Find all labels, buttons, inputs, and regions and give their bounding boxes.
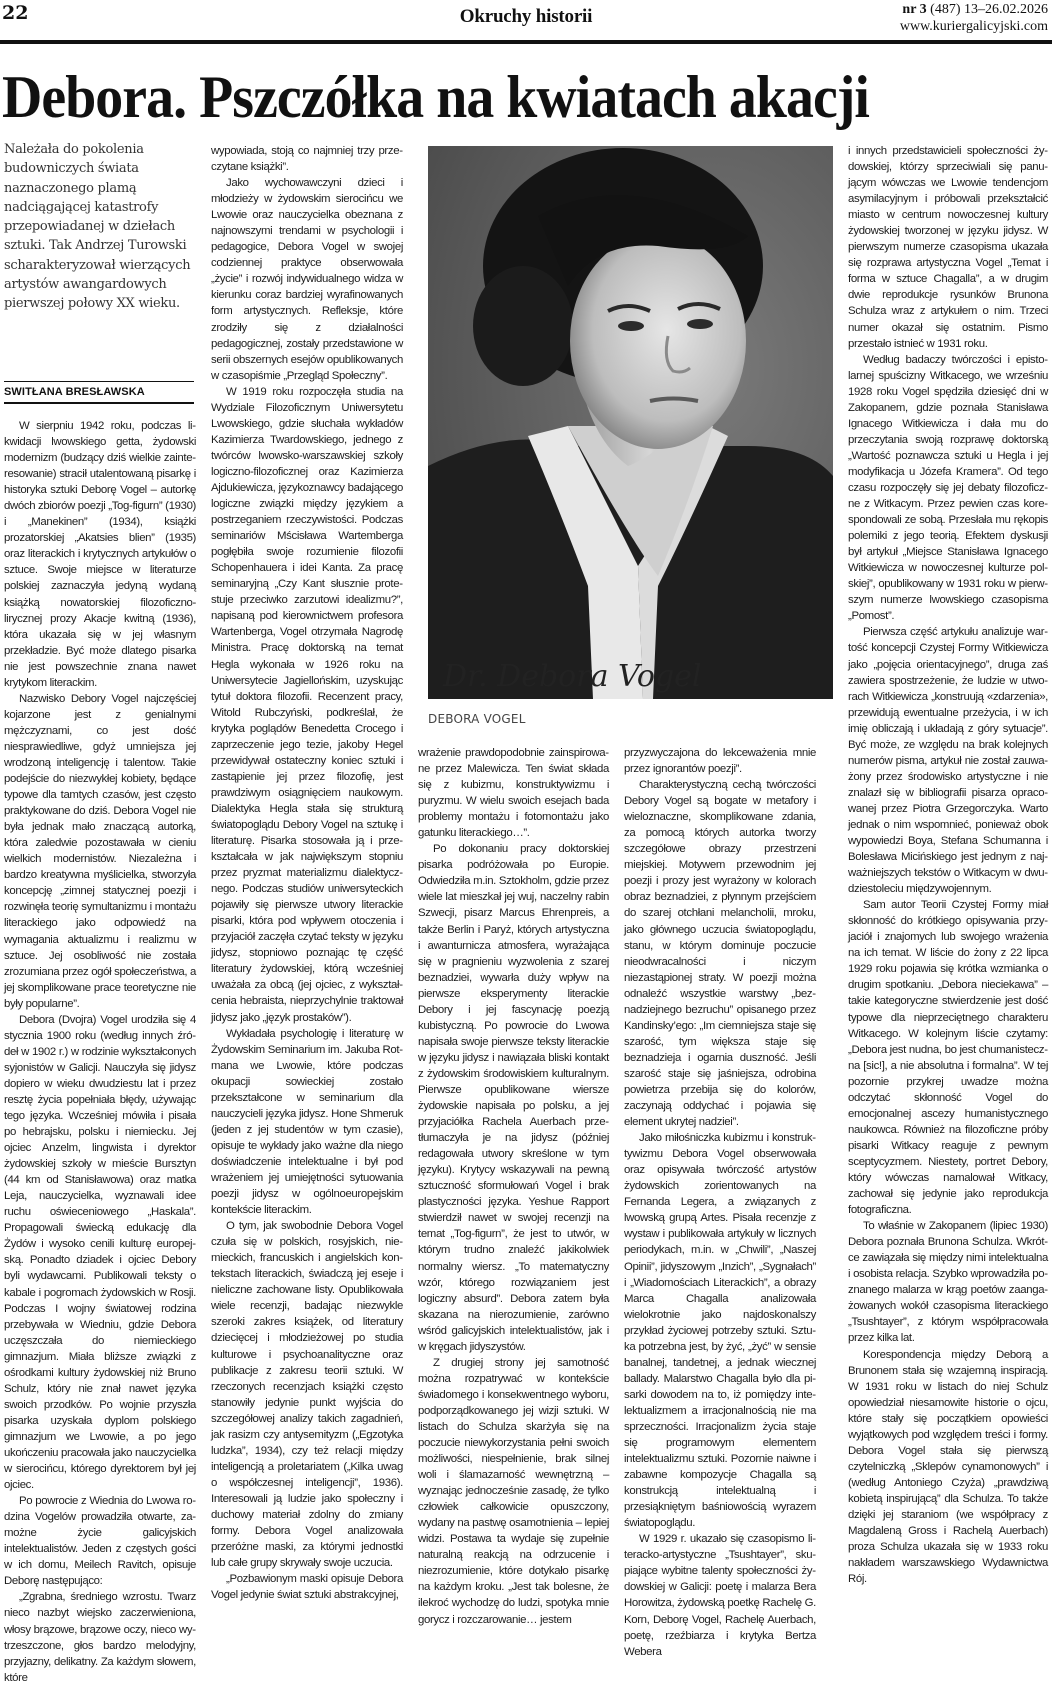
article-paragraph: Sam autor Teorii Czystej Formy miał skłonność do krótkiego opisywania przyjaciół i znajomych lub swojego wrażenia na ich temat. W liście do żony z 22 lipca 1929 roku pojawia się krótka wzmianka o drugim spotkaniu. „Debora nieciekawa” – takie kategoryczne stwierdzenie jest dość typowe dla nieprzeciętnego charakteru Witkacego. W kolejnym liście czytamy: „Debora jest nudna, bo jest chumanisteczna [sic!], a nie absolutna i formalna”. W tej pozornie przykrej uwadze można odczytać skłonność Vogel do emocjonalnej ascezy humanistycznego naukowca. Również na filozoficzne próby pisarki Witkacy reaguje z pewnym sceptycyzmem. Niestety, portret Debory, który wówczas namalował Witkacy, zachował się jedynie jako reprodukcja fotograficzna. [848,899,1048,1217]
article-paragraph: To właśnie w Zakopanem (lipiec 1930) Debora poznała Brunona Schulza. Wkrótce zawiązała się między nimi intelektualna i osobista relacja. Szybko wprowadziła poznanego malarza w krąg poetów zaangażowanych wokół czasopisma literackiego „Tsushtayer”, z którym współpracowała przez kilka lat. [848,1220,1048,1345]
article-paragraph: Jako wychowawczyni dzieci i młodzieży w żydowskim sierocińcu we Lwowie oraz nauczycielka obeznana z najnowszymi trendami w psychologii i pedagogice, Debora Vogel w swojej codziennej praktyce obserwowała „życie” i rozwój indywidualnego widza w kierunku coraz bardziej wyrafinowanych form artystycznych. Refleksje, które zrodziły się z działalności pedagogicznej, zostały przedstawione w serii obszernych esejów opublikowanych w czasopiśmie „Przegląd Społeczny”. [211,177,403,382]
article-paragraph: Po dokonaniu pracy doktorskiej pisarka podróżowała po Europie. Odwiedziła m.in. Sztokholm, gdzie przez wiele lat mieszkał jej wuj, naczelny rabin Szwecji, pisarz Marcus Ehrenpreis, a także Berlin i Paryż, których artystyczna i awanturnicza atmosfera, wyrażająca się w pragnieniu wyzwolenia z szarej beznadziei, wywarła duży wpływ na pierwsze eksperymenty literackie Debory i jej fascynację poezją kubistyczną. Po powrocie do Lwowa napisała swoje pierwsze teksty literackie w języku jidysz i nawiązała bliski kontakt z żydowskim środowiskiem kulturalnym. Pierwsze opublikowane wiersze żydowskie napisała po polsku, a jej przyjaciółka Rachela Auerbach przetłumaczyła je na jidysz (później redagowała utwory skreślone w tym języku). Krytycy wskazywali na pewną sztuczność sformułowań Vogel i brak plastyczności języka. Yeshue Rapport stwierdził nawet w swojej recenzji na temat „Tog-figurn”, że jest to utwór, w którym trudno znaleźć jakikolwiek normalny wiersz. „To matematyczny wzór, którego rozwiązaniem jest logiczny absurd”. Debora zatem była skazana na nierozumienie, zarówno wśród galicyjskich intelektualistów, jak i w kręgach jidyszystów. [418,843,609,1353]
article-paragraph: O tym, jak swobodnie Debora Vogel czuła się w polskich, rosyjskich, niemieckich, francuskich i angielskich kontekstach literackich, świadczą jej eseje i nieliczne zachowane listy. Opublikowała wiele recenzji, badając niezwykle szeroki zakres książek, od literatury dziecięcej i młodzieżowej po studia kulturowe i psychoanalityczne oraz publikacje z zakresu teorii sztuki. W rzeczonych recenzjach książki często stanowiły jedynie punkt wyjścia do szczegółowej analizy takich zagadnień, jak rasizm czy antysemityzm („Egzotyka ludzka”, 1934), czy też relacji między inteligencją a proletariatem („Kilka uwag o współczesnej inteligencji”, 1936). Interesowali ją ludzie jako społeczny i duchowy materiał zdolny do zmiany formy. Debora Vogel analizowała przeróżne maski, za którymi jednostki lub całe grupy skrywały swoje uczucia. [211,1220,403,1570]
article-paragraph: W 1929 r. ukazało się czasopismo literacko-artystyczne „Tsushtayer”, skupiające wybitne talenty społeczności żydowskiej w Galicji: poetę i malarza Bera Horowitza, żydowską poetkę Rachelę G. Korn, Deborę Vogel, Rachelę Auerbach, poetę, rzeźbiarza i krytyka Bertza Webera [624,1533,816,1658]
article-paragraph: Pierwsza część artykułu analizuje wartość koncepcji Czystej Formy Witkiewicza jako „pojęcia orientacyjnego”, druga zaś zawiera spostrzeżenie, że ludzie w utworach Witkiewicza „konstruują «zdarzenia», przewidują ewentualne przeżycia, i w ich imię obliczają i układają z góry sytuacje”. Być może, ze względu na brak kolejnych numerów pisma, artykuł nie został zauważony przez środowisko artystyczne i nie znalazł się w bibliografii pisarza opracowanej przez Piotra Grzegorczyka. Warto jednak o nim wspomnieć, ponieważ obok wypowiedzi Boya, Stefana Schumanna i Bolesława Micińskiego jest jednym z najważniejszych tekstów o Witkacym w dwudziestoleciu międzywojennym. [848,626,1048,896]
article-paragraph: Wykładała psychologię i literaturę w Żydowskim Seminarium im. Jakuba Rotmana we Lwowie, które podczas okupacji sowieckiej zostało przekształcone w seminarium dla nauczycieli języka jidysz. Hone Shmeruk (jeden z jej studentów w tym czasie), opisuje te wykłady jako ważne dla niego doświadczenie intelektualne i był pod wrażeniem jej umiejętności sytuowania poezji jidysz w ogólnoeuropejskim kontekście literackim. [211,1027,403,1217]
article-column-4 [624,745,816,1660]
article-paragraph: i innych przedstawicieli społeczności żydowskiej, którzy sprzeciwiali się panującym wówczas we Lwowie tendencjom asymilacyjnym i próbowali przekształcić miasto w centrum nowoczesnej kultury żydowskiej tworzonej w języku jidysz. W pierwszym numerze czasopisma ukazała się rozprawa artystyczna Vogel „Temat i forma w sztuce Chagalla”, a w drugim dwie reprodukcje rysunków Brunona Schulza wraz z artykułem o nim. Trzeci numer okazał się ostatnim. Pismo przestało istnieć w 1931 roku. [848,145,1048,350]
page-header [0,0,1052,44]
eye-right [687,319,713,329]
article-paragraph: przyzwyczajona do lekceważenia mnie przez ignorantów poezji”. [624,747,816,776]
author-byline: SWITŁANA BRESŁAWSKA [4,386,145,398]
website-link[interactable]: www.kuriergalicyjski.com [899,19,1048,34]
article-paragraph: W sierpniu 1942 roku, podczas likwidacji lwowskiego getta, żydowski modernizm (budzący dziś wielkie zainteresowanie) stracił utalentowaną pisarkę i historyka sztuki Deborę Vogel – autorkę dwóch zbiorów poezji „Tog-figurn” (1930) i „Manekinen” (1934), książki prozatorskiej „Akatsies blien” (1935) oraz literackich i krytycznych artykułów o sztuce. Swoje miejsce w literaturze polskiej zaznaczyła jedyną wydaną książką nowatorskiej filozoficzno-lirycznej prozy Akacje kwitną (1936), która ukazała się w jej własnym przekładzie. Być może dlatego pisarka nie jest powszechnie znana nawet krytykom literackim. [4,420,196,689]
issue-info [900,1,1048,35]
issue-number-bold: nr 3 [902,2,927,17]
article-column-2 [211,143,403,1603]
byline-divider [4,381,194,382]
article-column-1 [4,418,196,1686]
page-number: 22 [2,2,29,24]
portrait-photo [428,146,833,699]
article-paragraph: wypowiada, stoją co najmniej trzy przeczytane książki”. [211,145,403,174]
photo-signature: Dr. Debora Vogel [443,659,702,694]
section-title: Okruchy historii [459,6,593,27]
article-paragraph: Debora (Dvojra) Vogel urodziła się 4 stycznia 1900 roku (według innych źródeł w 1902 r.) w rodzinie wykształconych syjonistów w Galicji. Nauczyła się jidysz dopiero w wieku dwudziestu lat i przez resztę życia popełniała błędy, używając tego języka. Wcześniej mówiła i pisała po hebrajsku, polsku i niemiecku. Jej ojciec Anzelm, lingwista i dyrektor żydowskiej szkoły w mieście Bursztyn (44 km od Stanisławowa) oraz matka Leja, nauczycielka, wyznawali idee ruchu oświeceniowego „Haskala”. Propagowali świecką edukację dla Żydów i wysoko cenili kulturę europejską. Ponadto dziadek i ojciec Debory byli wydawcami. Publikowali teksty o kabale i pogromach żydowskich w Rosji. Podczas I wojny światowej rodzina przebywała w Wiedniu, gdzie Debora uczęszczała do niemieckiego gimnazjum. Miała bliższe związki z ośrodkami kultury żydowskiej niż Bruno Schulz, który nie znał nawet języka swoich przodków. Po wojnie przyszła pisarka uzyskała dyplom polskiego gimnazjum we Lwowie, a po jego ukończeniu pracowała jako nauczycielka w sierocińcu, którego dyrektorem był jej ojciec. [4,1013,196,1492]
article-paragraph: „Pozbawionym maski opisuje Debora Vogel jedynie świat sztuki abstrakcyjnej, [211,1573,403,1602]
portrait-image [428,146,833,699]
article-headline: Debora. Pszczółka na kwiatach akacji [2,64,870,130]
header-rule [0,40,1052,44]
article-lead: Należała do pokolenia budowniczych świata naznaczonego plamą nadciągającej katastrofy przepowiadanej w dziełach sztuki. Tak Andrzej Turowski scharakteryzował wierzących artystów awangardowych pierwszej połowy XX wieku. [4,142,191,312]
article-paragraph: Po powrocie z Wiednia do Lwowa rodzina Vogelów prowadziła otwarte, zamożne życie galicyjskich intelektualistów. Jeden z częstych gości w ich domu, Meilech Ravitch, opisuje Deborę następująco: [4,1495,196,1588]
eye-left [618,321,644,331]
article-paragraph: Z drugiej strony jej samotność można rozpatrywać w kontekście świadomego i konsekwentnego wyboru, podporządkowanego jej wizji sztuki. W listach do Schulza skarżyła się na poczucie niewykorzystania pełni swoich możliwości, niespełnienie, brak silnej woli i ślamazarność wewnętrzną – wyznając jednocześnie zasadę, że tylko człowiek całkowicie opuszczony, wydany na pastwę osamotnienia – lepiej widzi. Postawa ta wydaje się zupełnie naturalną reakcją na odrzucenie i niezrozumienie, które dotykało pisarkę na każdym kroku. „Jest tak bolesne, że ilekroć wychodzę do ludzi, spotyka mnie gorycz i rozczarowanie… jestem [418,1356,609,1626]
face [570,233,746,449]
byline-divider-bottom [4,402,194,404]
article-paragraph: Jako miłośniczka kubizmu i konstruktywizmu Debora Vogel obserwowała oraz opisywała twórczość artystów żydowskich zorientowanych na Fernanda Legera, a związanych z lwowską grupą Artes. Pisała recenzje z wystaw i publikowała artykuły w licznych periodykach, m.in. w „Chwili”, „Naszej Opinii”, jidyszowym „Inzich”, „Sygnałach” i „Wiadomościach Literackich”, a obrazy Marca Chagalla analizowała wielokrotnie jako najdoskonalszy przykład życiowej potrzeby sztuki. Sztuka potrzebna jest, by żyć, „żyć” w sensie banalnej, tandetnej, a jednak wiecznej ballady. Malarstwo Chagalla było dla pisarki dowodem na to, iż pomiędzy intelektualizmem a irracjonalnością nie ma sprzeczności. Irracjonalizm życia staje się programowym elementem intelektualizmu sztuki. Pozornie naiwne i zabawne kompozycje Chagalla są konstrukcją intelektualną i przesiąkniętym baśniowością wyrazem światopoglądu. [624,1132,816,1530]
article-paragraph: Nazwisko Debory Vogel najczęściej kojarzone jest z genialnymi mężczyznami, co jest dość niesprawiedliwe, gdyż umniejsza jej wrodzoną inteligencję i talentow. Takie podejście do niezwykłej kobiety, będące typowe dla tamtych czasów, jest często praktykowane do dziś. Debora Vogel nie była jednak mało znaczącą autorką, która zaledwie pozostawała w cieniu wielkich modernistów. Niezależna i bardzo kreatywna myślicielka, stworzyła koncepcję „zimnej statycznej poezji i rozwinęła teorię symultanizmu i montażu literackiego jako odpowiedź na wymagania aktualizmu i realizmu w sztuce. Jej osobliwość nie została zrozumiana przez ogół społeczeństwa, a jej skomplikowane prace teoretyczne nie były popularne”. [4,692,196,1010]
article-paragraph: Według badaczy twórczości i epistolarnej spuścizny Witkacego, we wrześniu 1928 roku Vogel spędziła dziesięć dni w Zakopanem, gdzie poznała Stanisława Ignacego Witkiewicza i dała mu do przeczytania swoją rozprawę doktorską „Wartość poznawcza sztuki u Hegla i jej modyfikacja u Józefa Kramera”. Od tego czasu rozpoczęły się jej debaty filozoficzne z Witkacym. Przez pewien czas korespondowali ze sobą. Przesłała mu rękopis polemiki z jego teorią. Efektem dyskusji był artykuł „Miejsce Stanisława Ignacego Witkiewicza w nowoczesnej kulturze polskiej”, opublikowany w 1931 roku w pierwszym numerze lwowskiego czasopisma „Pomost”. [848,353,1048,623]
issue-dates: (487) 13–26.02.2026 [926,2,1048,17]
article-paragraph: W 1919 roku rozpoczęła studia na Wydziale Filozoficznym Uniwersytetu Lwowskiego, gdzie słuchała wykładów Kazimierza Twardowskiego, jednego z twórców lwowsko-warszawskiej szkoły logiczno-filozoficznej oraz Kazimierza Ajdukiewicza, językoznawcy badającego logiczne związki między językiem a postrzeganiem rzeczywistości. Podczas seminariów Mścisława Wartemberga pogłębiła swoje rozumienie filozofii Schopenhauera i idei Kanta. Za pracę seminaryjną „Czy Kant słusznie protestuje przeciwko zarzutowi idealizmu?”, napisaną pod kierownictwem profesora Wartenberga, Vogel otrzymała Nagrodę Ministra. Pracę doktorską na temat Hegla wykonała w 1926 roku na Uniwersytecie Jagiellońskim, uzyskując tytuł doktora filozofii. Recenzent pracy, Witold Rubczyński, podkreślał, że krytyka poglądów Benedetta Crocego i zaprzeczenie jego tezie, jakoby Hegel przewidywał ostateczny koniec sztuki i zastąpienie jej przez filozofię, jest prawdziwym osiągnięciem naukowym. Dialektyka Hegla stała się strukturą światopoglądu Debory Vogel na sztukę i literaturę. Pisarka stosowała ją i przekształcała w jak największym stopniu przez pryzmat materializmu dialektycznego. Podczas studiów uniwersyteckich pojawiły się pierwsze utwory literackie pisarki, która pod wpływem otoczenia i przyjaciół zaczęła czytać teksty w języku jidysz, stopniowo poznając tę część literatury żydowskiej, którą wcześniej uważała za obcą (jej ojciec, z wykształcenia hebraista, nieprzychylnie traktował jidysz jako „język prostaków”). [211,385,403,1024]
hair-side [473,266,573,386]
article-paragraph: „Zgrabna, średniego wzrostu. Twarz nieco nazbyt wiejsko zaczerwieniona, włosy brązowe, brązowe oczy, nieco wytrzeszczone, głos bardzo melodyjny, przyjazny, delikatny. Za każdym słowem, które [4,1591,196,1684]
article-column-3 [418,745,609,1628]
photo-caption: DEBORA VOGEL [428,712,526,726]
article-paragraph: Charakterystyczną cechą twórczości Debory Vogel są bogate w metafory i wieloznaczne, skomplikowane zdania, za pomocą których autorka tworzy szczegółowe obrazy przestrzeni miejskiej. Motywem przewodnim jej poezji i prozy jest wyrażony w kolorach obraz beznadziei, z płynnym przejściem do szarej otchłani melancholii, mroku, jako głównego uczucia światopoglądu, stanu, w którym dominuje poczucie nieodwracalności i niczym niezastąpionej straty. W poezji można odnaleźć wszystkie warstwy „beznadziejnego bezruchu” opisanego przez Kandinsky’ego: „Im ciemniejsza staje się szarość, tym większa staje się beznadzieja i ogarnia duszność. Jeśli szarość staje się jaśniejsza, odrobina powietrza przebija się do kolorów, zaczynają oddychać i pojawia się element ukrytej nadziei”. [624,779,816,1129]
article-paragraph: wrażenie prawdopodobnie zainspirowane przez Malewicza. Ten świat składa się z kubizmu, konstruktywizmu i puryzmu. W wielu swoich esejach bada problemy montażu i fotomontażu jako gatunku literackiego…”. [418,747,609,840]
article-column-5 [848,143,1048,1587]
issue-number [900,1,1048,18]
article-paragraph: Korespondencja między Deborą a Brunonem stała się wzajemną inspiracją. W 1931 roku w listach do niej Schulz opowiedział niesamowite historie o ojcu, które stały się początkiem opowieści wyjątkowych pod względem treści i formy. Debora Vogel stała się pierwszą czytelniczką „Sklepów cynamonowych” i (według Antoniego Czyża) „prawdziwą kobietą inspirującą” dla Schulza. To także dzięki jej staraniom (we współpracy z Magdaleną Gross i Rachelą Auerbach) proza Schulza ukazała się w 1933 roku nakładem warszawskiego Wydawnictwa Rój. [848,1348,1048,1586]
